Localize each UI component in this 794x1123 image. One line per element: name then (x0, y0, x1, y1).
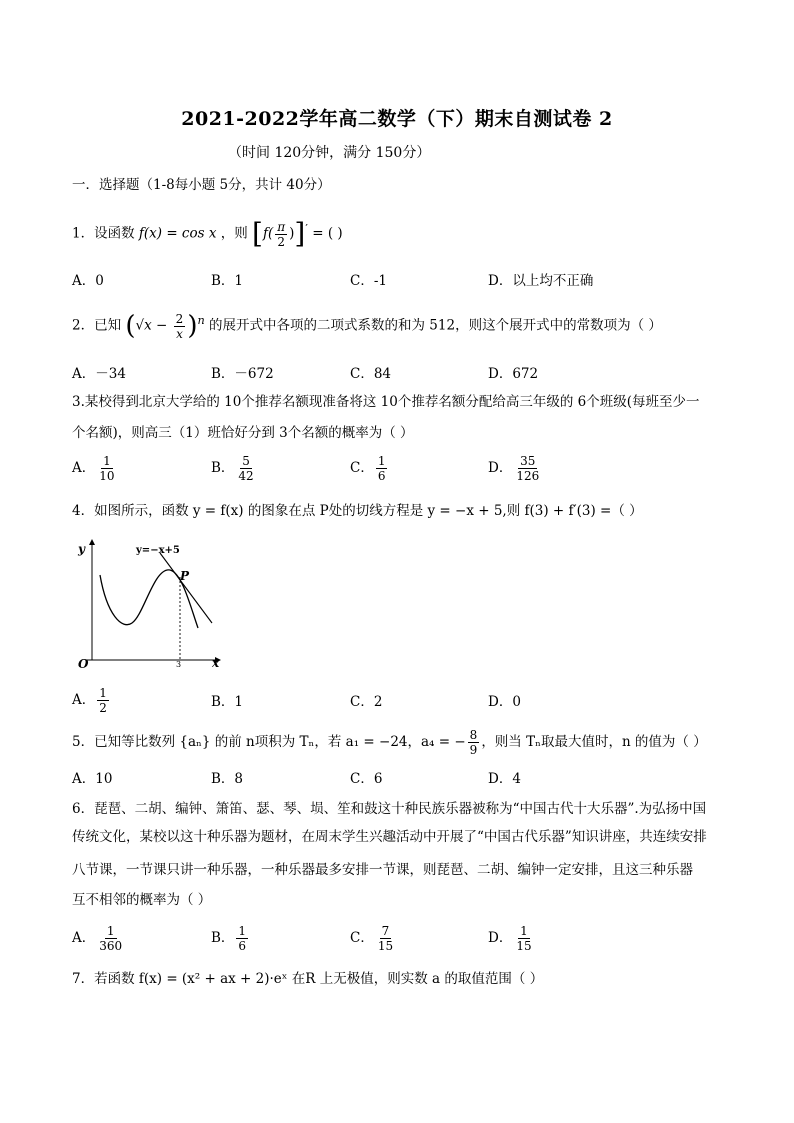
q2-sqrt: √x (135, 317, 152, 334)
q7-text: 7．若函数 f(x) = (x² + ax + 2)·eˣ 在R 上无极值，则实数 a 的取值范围（ ） (72, 971, 544, 987)
q5-option-d: D．4 (488, 771, 521, 787)
tick-label-3: 3 (176, 660, 182, 669)
q1-mid: ，则 (220, 225, 248, 242)
x-axis-label: x (212, 656, 220, 670)
q3-option-d: D． $\frac{35}{126}$ (488, 454, 540, 483)
q2-text: 的展开式中各项的二项式系数的和为 512，则这个展开式中的常数项为（ ） (209, 317, 662, 334)
tangent-line (160, 553, 212, 623)
q4-option-d: D．0 (488, 694, 521, 710)
q3-line-2: 个名额)，则高三（1）班恰好分到 3个名额的概率为（ ） (72, 425, 414, 441)
q3-option-a: A． $\frac{1}{10}$ (72, 454, 115, 483)
q6-line-2: 传统文化，某校以这十种乐器为题材，在周末学生兴趣活动中开展了“中国古代乐器”知识讲座，共连续安排 (72, 829, 707, 845)
question-5 (72, 728, 707, 757)
q6-option-a: A． $\frac{1}{360}$ (72, 924, 123, 953)
q1-option-a: A．0 (72, 273, 104, 289)
q2-prefix: 2．已知 (72, 317, 122, 334)
q1-expr-f: f( (262, 225, 274, 242)
q1-option-b: B．1 (211, 273, 244, 289)
origin-label: O (78, 657, 89, 670)
q2-num: 2 (175, 311, 184, 326)
q6-line-1: 6．琵琶、二胡、编钟、箫笛、瑟、琴、埙、笙和鼓这十种民族乐器被称为“中国古代十大乐器”.为弘扬中国 (72, 801, 707, 817)
y-axis-label: y (78, 542, 85, 556)
q3-option-c: C． $\frac{1}{6}$ (350, 454, 386, 483)
q4-option-c: C．2 (350, 694, 383, 710)
q5-tail: ，则当 Tₙ取最大值时，n 的值为（ ） (481, 734, 707, 750)
q2-power: n (197, 314, 205, 327)
q1-tail: = ( ) (312, 225, 343, 242)
q4-text: 4．如图所示，函数 y = f(x) 的图象在点 P处的切线方程是 y = −x + 5,则 f(3) + f′(3) =（ ） (72, 503, 643, 519)
question-2: 2．已知 (√x − $\frac{2}{x}$ )$^n$ 的展开式中各项的二项式系数的和为 512，则这个展开式中的常数项为（ ） (72, 311, 662, 341)
q4-option-b: B．1 (211, 694, 244, 710)
q6-option-d: D． $\frac{1}{15}$ (488, 924, 532, 953)
q1-expr-close: ) (289, 225, 295, 242)
q2-option-b: B．－672 (211, 366, 274, 382)
q6-option-b: B． $\frac{1}{6}$ (211, 924, 247, 953)
q6-option-c: C． $\frac{7}{15}$ (350, 924, 394, 953)
q5-num: 8 (469, 728, 478, 742)
question-1: 1．设函数 f(x) = cos x ，则 [f( $\frac{\pi}{2}$ )]′ = ( ) (72, 217, 343, 250)
q1-function: f(x) = cos x (138, 225, 217, 242)
q4-option-a: A． $\frac{1}{2}$ (72, 686, 107, 715)
q4-function-graph (72, 535, 232, 670)
q6-line-4: 互不相邻的概率为（ ） (72, 892, 212, 908)
q6-line-3: 八节课，一节课只讲一种乐器，一种乐器最多安排一节课，则琵琶、二胡、编钟一定安排，且这三种乐器 (72, 862, 693, 878)
page-title: 2021-2022学年高二数学（下）期末自测试卷 2 (181, 108, 613, 130)
q5-option-a: A．10 (72, 771, 113, 787)
q1-prefix: 1．设函数 (72, 225, 135, 242)
exam-duration-note: （时间 120分钟，满分 150分） (228, 145, 431, 161)
q5-text: 5．已知等比数列 {aₙ} 的前 n项积为 Tₙ，若 a₁ = −24，a₄ = − (72, 734, 466, 750)
q2-option-a: A．－34 (72, 366, 126, 382)
q5-option-b: B．8 (211, 771, 244, 787)
point-p-label: P (180, 569, 190, 583)
q1-option-d: D．以上均不正确 (488, 273, 594, 289)
q5-option-c: C．6 (350, 771, 383, 787)
q2-minus: − (151, 317, 172, 334)
q3-option-b: B． $\frac{5}{42}$ (211, 454, 254, 483)
q2-option-c: C．84 (350, 366, 392, 382)
q5-den: 9 (469, 743, 478, 757)
tangent-equation-label: y=−x+5 (136, 545, 180, 556)
q1-option-c: C．-1 (350, 273, 387, 289)
q2-option-d: D．672 (488, 366, 539, 382)
q1-two: 2 (277, 234, 286, 249)
q2-den: x (176, 326, 183, 341)
section-heading-choice: 一．选择题（1-8每小题 5分，共计 40分） (72, 177, 331, 193)
q1-pi: π (277, 219, 286, 234)
q3-line-1: 3.某校得到北京大学给的 10个推荐名额现准备将这 10个推荐名额分配给高三年级的 6个班级(每班至少一 (72, 394, 700, 410)
q1-prime: ′ (305, 222, 308, 235)
